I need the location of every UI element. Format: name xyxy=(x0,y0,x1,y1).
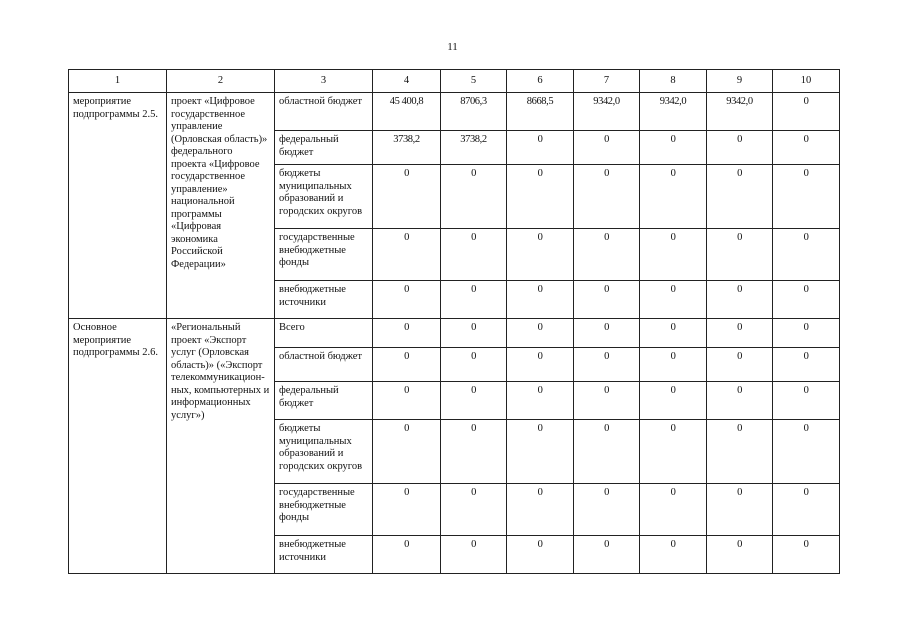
value-cell: 0 xyxy=(640,165,707,229)
value-cell: 0 xyxy=(507,420,574,484)
value-cell: 8668,5 xyxy=(507,93,574,131)
funding-source: федеральный бюджет xyxy=(275,382,373,420)
value-cell: 0 xyxy=(773,93,840,131)
value-cell: 0 xyxy=(507,382,574,420)
column-header-3: 3 xyxy=(275,70,373,93)
value-cell: 0 xyxy=(441,229,507,281)
column-header-8: 8 xyxy=(640,70,707,93)
header-row xyxy=(69,70,840,93)
value-cell: 0 xyxy=(373,281,441,319)
value-cell: 0 xyxy=(507,484,574,536)
value-cell: 0 xyxy=(773,348,840,382)
column-header-4: 4 xyxy=(373,70,441,93)
page-number: 11 xyxy=(447,41,458,53)
event-name: Основное мероприятие подпрограммы 2.6. xyxy=(69,319,167,574)
value-cell: 0 xyxy=(773,165,840,229)
value-cell: 0 xyxy=(574,165,640,229)
value-cell: 0 xyxy=(707,165,773,229)
value-cell: 0 xyxy=(507,229,574,281)
funding-source: областной бюджет xyxy=(275,348,373,382)
value-cell: 0 xyxy=(373,382,441,420)
value-cell: 0 xyxy=(707,281,773,319)
value-cell: 0 xyxy=(507,536,574,574)
value-cell: 0 xyxy=(640,536,707,574)
value-cell: 0 xyxy=(707,484,773,536)
value-cell: 0 xyxy=(773,382,840,420)
value-cell: 0 xyxy=(574,382,640,420)
value-cell: 0 xyxy=(773,319,840,348)
value-cell: 0 xyxy=(773,131,840,165)
column-header-7: 7 xyxy=(574,70,640,93)
value-cell: 0 xyxy=(373,319,441,348)
value-cell: 0 xyxy=(441,382,507,420)
value-cell: 0 xyxy=(373,536,441,574)
value-cell: 0 xyxy=(707,229,773,281)
value-cell: 0 xyxy=(574,536,640,574)
value-cell: 0 xyxy=(441,348,507,382)
value-cell: 3738,2 xyxy=(441,131,507,165)
event-name: мероприятие подпрограммы 2.5. xyxy=(69,93,167,319)
value-cell: 0 xyxy=(574,348,640,382)
value-cell: 0 xyxy=(574,484,640,536)
value-cell: 0 xyxy=(773,536,840,574)
value-cell: 0 xyxy=(441,420,507,484)
value-cell: 0 xyxy=(640,484,707,536)
value-cell: 0 xyxy=(773,229,840,281)
table-row xyxy=(69,319,840,348)
value-cell: 0 xyxy=(640,281,707,319)
value-cell: 9342,0 xyxy=(574,93,640,131)
value-cell: 0 xyxy=(640,229,707,281)
funding-source: внебюджетные источники xyxy=(275,536,373,574)
value-cell: 0 xyxy=(707,382,773,420)
value-cell: 0 xyxy=(441,165,507,229)
column-header-9: 9 xyxy=(707,70,773,93)
funding-source: государственные внебюджетные фонды xyxy=(275,229,373,281)
value-cell: 0 xyxy=(507,319,574,348)
column-header-2: 2 xyxy=(167,70,275,93)
value-cell: 0 xyxy=(507,131,574,165)
value-cell: 9342,0 xyxy=(707,93,773,131)
value-cell: 0 xyxy=(707,348,773,382)
table-row xyxy=(69,93,840,131)
funding-source: бюджеты муниципальных образований и городских округов xyxy=(275,165,373,229)
value-cell: 0 xyxy=(707,131,773,165)
project-name: «Региональный проект «Экспорт услуг (Орловская область)» («Экспорт телекоммуникацион-ных, компьютерных и информационных услуг») xyxy=(167,319,275,574)
column-header-5: 5 xyxy=(441,70,507,93)
funding-source: внебюджетные источники xyxy=(275,281,373,319)
value-cell: 0 xyxy=(373,229,441,281)
budget-table xyxy=(68,69,840,574)
value-cell: 0 xyxy=(507,281,574,319)
value-cell: 0 xyxy=(640,420,707,484)
value-cell: 0 xyxy=(441,484,507,536)
value-cell: 0 xyxy=(373,484,441,536)
value-cell: 8706,3 xyxy=(441,93,507,131)
value-cell: 0 xyxy=(507,165,574,229)
funding-source: государственные внебюджетные фонды xyxy=(275,484,373,536)
value-cell: 0 xyxy=(574,420,640,484)
value-cell: 45 400,8 xyxy=(373,93,441,131)
value-cell: 0 xyxy=(373,348,441,382)
value-cell: 0 xyxy=(373,420,441,484)
value-cell: 0 xyxy=(507,348,574,382)
value-cell: 0 xyxy=(640,382,707,420)
value-cell: 9342,0 xyxy=(640,93,707,131)
funding-source: бюджеты муниципальных образований и городских округов xyxy=(275,420,373,484)
value-cell: 0 xyxy=(640,348,707,382)
value-cell: 0 xyxy=(773,281,840,319)
value-cell: 0 xyxy=(707,319,773,348)
value-cell: 0 xyxy=(441,281,507,319)
value-cell: 0 xyxy=(707,420,773,484)
value-cell: 0 xyxy=(707,536,773,574)
value-cell: 0 xyxy=(574,229,640,281)
value-cell: 0 xyxy=(574,131,640,165)
column-header-6: 6 xyxy=(507,70,574,93)
value-cell: 0 xyxy=(640,319,707,348)
value-cell: 0 xyxy=(574,281,640,319)
funding-source: Всего xyxy=(275,319,373,348)
column-header-10: 10 xyxy=(773,70,840,93)
value-cell: 3738,2 xyxy=(373,131,441,165)
value-cell: 0 xyxy=(574,319,640,348)
value-cell: 0 xyxy=(373,165,441,229)
column-header-1: 1 xyxy=(69,70,167,93)
value-cell: 0 xyxy=(773,484,840,536)
value-cell: 0 xyxy=(441,536,507,574)
funding-source: федеральный бюджет xyxy=(275,131,373,165)
value-cell: 0 xyxy=(640,131,707,165)
funding-source: областной бюджет xyxy=(275,93,373,131)
value-cell: 0 xyxy=(441,319,507,348)
project-name: проект «Цифровое государственное управление (Орловская область)» федерального проекта «Цифровое государственное управление» национальной программы «Цифровая экономика Российской Федерации» xyxy=(167,93,275,319)
value-cell: 0 xyxy=(773,420,840,484)
